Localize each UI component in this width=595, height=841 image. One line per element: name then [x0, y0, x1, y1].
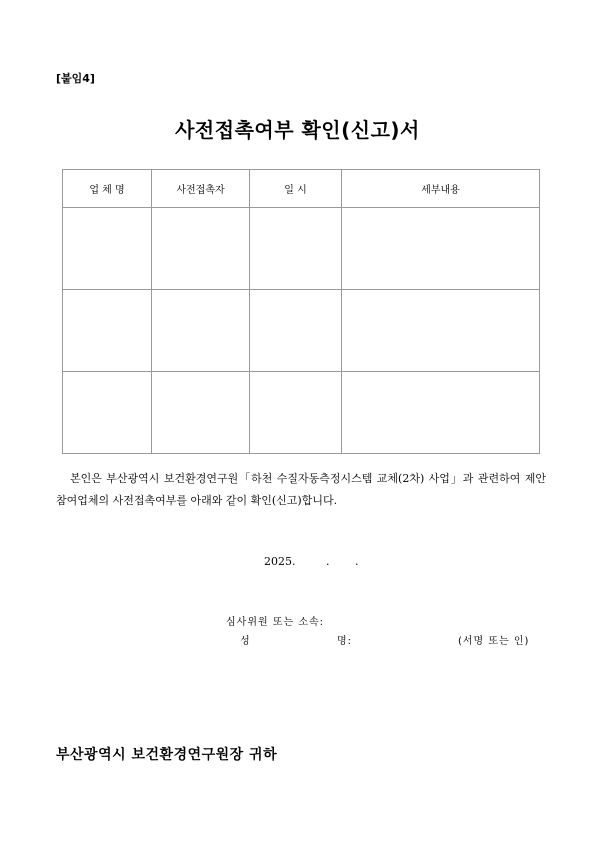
attachment-label: [붙임4] — [56, 72, 95, 85]
date-month: . — [326, 555, 330, 568]
table-cell[interactable] — [342, 208, 540, 290]
contact-table — [62, 169, 540, 454]
table-row — [63, 208, 540, 290]
date-year: 2025. — [264, 555, 296, 568]
header-details: 세부내용 — [342, 170, 540, 208]
table-cell[interactable] — [152, 290, 250, 372]
declaration-text: 본인은 부산광역시 보건환경연구원「하천 수질자동측정시스템 교체(2차) 사업」과 관련하여 제안 참여업체의 사전접촉여부를 아래와 같이 확인(신고)합니다. — [56, 472, 546, 507]
table-row — [63, 372, 540, 454]
table-cell[interactable] — [63, 290, 152, 372]
table-cell[interactable] — [250, 372, 342, 454]
table-cell[interactable] — [152, 372, 250, 454]
signature-name-label-b: 명: — [337, 636, 353, 647]
table-cell[interactable] — [342, 290, 540, 372]
table-cell[interactable] — [63, 372, 152, 454]
table-row — [63, 290, 540, 372]
header-company: 업 체 명 — [63, 170, 152, 208]
table-cell[interactable] — [250, 208, 342, 290]
table-cell[interactable] — [152, 208, 250, 290]
signature-affiliation-label: 심사위원 또는 소속: — [226, 617, 325, 628]
date-day: . — [355, 555, 359, 568]
header-datetime: 일 시 — [250, 170, 342, 208]
document-title: 사전접촉여부 확인(신고)서 — [175, 118, 420, 142]
signature-name-label-a: 성 — [240, 636, 251, 647]
table-cell[interactable] — [63, 208, 152, 290]
table-cell[interactable] — [250, 290, 342, 372]
header-contact-person: 사전접촉자 — [152, 170, 250, 208]
table-header-row — [63, 170, 540, 208]
table-cell[interactable] — [342, 372, 540, 454]
signature-seal-note: (서명 또는 인) — [458, 636, 530, 647]
addressee: 부산광역시 보건환경연구원장 귀하 — [56, 747, 278, 763]
